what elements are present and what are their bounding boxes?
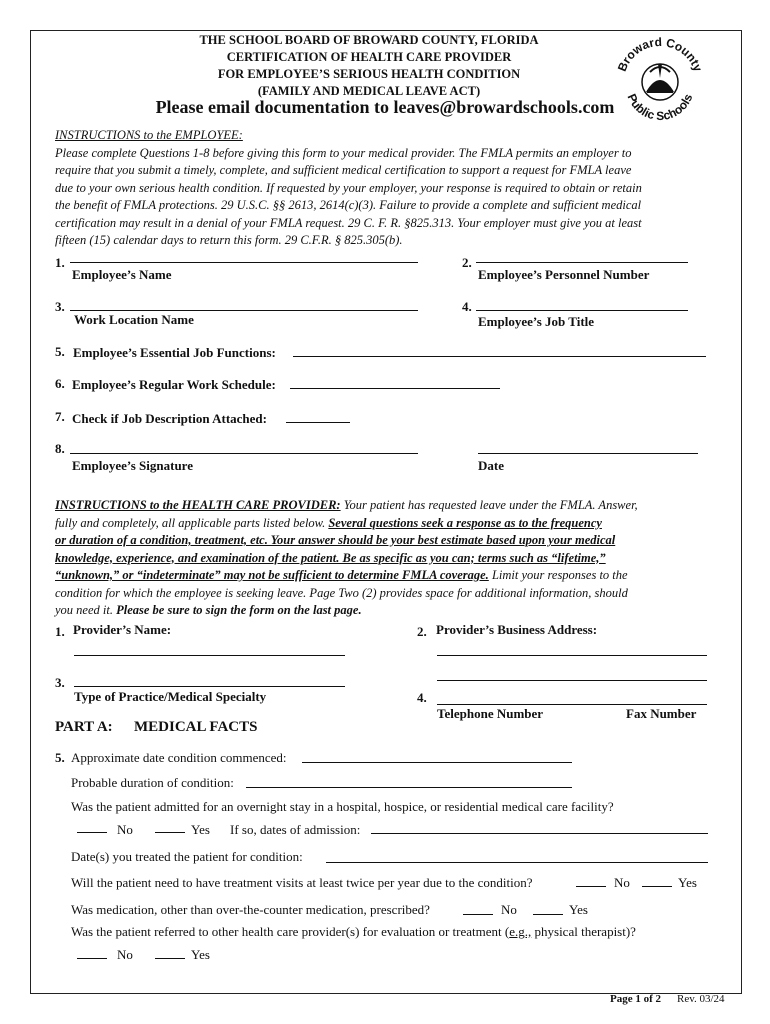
signature-date-label: Date: [478, 458, 504, 473]
job-description-label: Check if Job Description Attached:: [72, 411, 267, 426]
personnel-number-label: Employee’s Personnel Number: [478, 267, 650, 282]
employee-instructions: [55, 127, 718, 250]
visits-question: Will the patient need to have treatment visits at least twice per year due to the condition?: [71, 875, 533, 890]
p1-number: 1.: [55, 624, 65, 639]
admitted-no-label: No: [117, 822, 133, 837]
provider-instr-l7b: Please be sure to sign the form on the last page.: [116, 603, 362, 617]
referred-q-start: Was the patient referred to other health care provider(s) for evaluation or treatment (: [71, 924, 510, 939]
provider-instr-l2a: fully and completely, all applicable parts listed below.: [55, 515, 329, 530]
revision-label: Rev. 03/24: [677, 993, 725, 1005]
visits-no-blank[interactable]: [576, 886, 606, 887]
business-address-field-2[interactable]: [437, 680, 707, 681]
provider-instr-l6: condition for which the employee is seeking leave. Page Two (2) provides space for additional information, should: [55, 585, 628, 600]
seal-bottom-text: Public Schools: [624, 91, 696, 124]
referred-question: [71, 924, 636, 940]
header-line-2: CERTIFICATION OF HEALTH CARE PROVIDER: [226, 50, 512, 64]
admitted-yes-blank[interactable]: [155, 832, 185, 833]
employee-instr-line-6: fifteen (15) calendar days to return this form. 29 C.F.R. § 825.305(b).: [55, 233, 403, 247]
referred-no-label: No: [117, 947, 133, 962]
medication-no-blank[interactable]: [463, 914, 493, 915]
employee-instructions-heading: INSTRUCTIONS to the EMPLOYEE:: [55, 128, 243, 142]
practice-specialty-field[interactable]: [74, 686, 345, 687]
referred-yes-blank[interactable]: [155, 958, 185, 959]
phone-fax-field[interactable]: [437, 704, 707, 705]
medication-question: Was medication, other than over-the-counter medication, prescribed?: [71, 902, 430, 917]
personnel-number-field[interactable]: [476, 262, 688, 263]
fax-label: Fax Number: [626, 706, 697, 721]
job-title-label: Employee’s Job Title: [478, 314, 595, 329]
q3-number: 3.: [55, 299, 65, 314]
telephone-label: Telephone Number: [437, 706, 544, 721]
work-schedule-field[interactable]: [290, 388, 500, 389]
probable-duration-field[interactable]: [246, 787, 572, 788]
job-title-field[interactable]: [476, 310, 688, 311]
employee-instr-line-2: require that you submit a timely, complete, and sufficient medical certification to support a request for FMLA leave: [55, 163, 632, 177]
visits-yes-label: Yes: [678, 875, 697, 890]
practice-specialty-label: Type of Practice/Medical Specialty: [74, 689, 267, 704]
admission-dates-label: If so, dates of admission:: [230, 822, 361, 837]
probable-duration-label: Probable duration of condition:: [71, 775, 234, 790]
business-address-field-1[interactable]: [437, 655, 707, 656]
p2-number: 2.: [417, 624, 427, 639]
provider-instr-l3: or duration of a condition, treatment, etc. Your answer should be your best estimate based upon your medical: [55, 533, 616, 547]
provider-instr-l2b: Several questions seek a response as to the frequency: [328, 515, 602, 530]
page-number: Page 1 of 2: [610, 993, 662, 1005]
provider-instr-l5a: “unknown,” or “indeterminate” may not be sufficient to determine FMLA coverage.: [55, 568, 489, 582]
admitted-question: Was the patient admitted for an overnight stay in a hospital, hospice, or residential medical care facility?: [71, 799, 614, 814]
q7-number: 7.: [55, 409, 65, 424]
p3-number: 3.: [55, 675, 65, 690]
q6-number: 6.: [55, 376, 65, 391]
q8-number: 8.: [55, 441, 65, 456]
employee-signature-field[interactable]: [70, 453, 418, 454]
referred-yes-label: Yes: [191, 947, 210, 962]
provider-instructions: [55, 497, 718, 620]
referred-q-end: physical therapist)?: [531, 924, 636, 939]
referred-eg: e.g.,: [509, 924, 532, 939]
part-a-subtitle: MEDICAL FACTS: [134, 719, 258, 735]
provider-instr-l7a: you need it.: [55, 603, 117, 617]
employee-instr-line-5: certification may result in a denial of your FMLA request. 29 C. F. R. §825.313. Your employer must give you at least: [55, 215, 642, 230]
provider-instructions-heading: INSTRUCTIONS to the HEALTH CARE PROVIDER:: [55, 498, 341, 512]
header-line-4: (FAMILY AND MEDICAL LEAVE ACT): [257, 84, 481, 98]
date-commenced-label: Approximate date condition commenced:: [71, 750, 287, 765]
q1-number: 1.: [55, 255, 65, 270]
admitted-yes-label: Yes: [191, 822, 210, 837]
signature-date-field[interactable]: [478, 453, 698, 454]
visits-yes-blank[interactable]: [642, 886, 672, 887]
q4-number: 4.: [462, 299, 472, 314]
medication-yes-label: Yes: [569, 902, 588, 917]
email-instruction: Please email documentation to leaves@browardschools.com: [155, 97, 615, 117]
treated-dates-label: Date(s) you treated the patient for condition:: [71, 849, 303, 864]
employee-name-label: Employee’s Name: [72, 267, 172, 282]
referred-no-blank[interactable]: [77, 958, 107, 959]
essential-functions-field[interactable]: [293, 356, 706, 357]
provider-instr-l1: Your patient has requested leave under the FMLA. Answer,: [340, 498, 638, 512]
work-schedule-label: Employee’s Regular Work Schedule:: [72, 377, 276, 392]
p4-number: 4.: [417, 690, 427, 705]
business-address-label: Provider’s Business Address:: [436, 622, 598, 637]
work-location-label: Work Location Name: [74, 312, 194, 327]
treated-dates-field[interactable]: [326, 862, 708, 863]
employee-instr-line-4: the benefit of FMLA protections. 29 U.S.C. §§ 2613, 2614(c)(3). Failure to provide a complete and sufficient medical: [55, 198, 642, 212]
header-line-3: FOR EMPLOYEE’S SERIOUS HEALTH CONDITION: [217, 67, 521, 81]
date-commenced-field[interactable]: [302, 762, 572, 763]
job-description-checkbox[interactable]: [286, 422, 350, 423]
medication-no-label: No: [501, 902, 517, 917]
provider-instr-l5b: Limit your responses to the: [488, 568, 628, 582]
medication-yes-blank[interactable]: [533, 914, 563, 915]
admission-dates-field[interactable]: [371, 833, 708, 834]
seal-top-text: Broward County: [614, 34, 706, 74]
essential-functions-label: Employee’s Essential Job Functions:: [73, 345, 276, 360]
visits-no-label: No: [614, 875, 630, 890]
header-line-1: THE SCHOOL BOARD OF BROWARD COUNTY, FLORIDA: [199, 33, 539, 47]
part-a-q5-number: 5.: [55, 750, 65, 765]
part-a-title: PART A:: [55, 719, 113, 735]
district-seal: [612, 34, 708, 130]
employee-signature-label: Employee’s Signature: [72, 458, 193, 473]
employee-name-field[interactable]: [70, 262, 418, 263]
employee-instr-line-3: due to your own serious health condition. If requested by your employer, your response is required to obtain or retain: [55, 180, 642, 195]
q2-number: 2.: [462, 255, 472, 270]
q5-number: 5.: [55, 344, 65, 359]
work-location-field[interactable]: [70, 310, 418, 311]
provider-name-field[interactable]: [74, 655, 345, 656]
provider-name-label: Provider’s Name:: [73, 622, 172, 637]
admitted-no-blank[interactable]: [77, 832, 107, 833]
provider-instr-l4: knowledge, experience, and examination of the patient. Be as specific as you can; terms such as “lifetime,”: [55, 550, 606, 565]
employee-instr-line-1: Please complete Questions 1-8 before giving this form to your medical provider. The FMLA permits an employer to: [55, 145, 632, 160]
